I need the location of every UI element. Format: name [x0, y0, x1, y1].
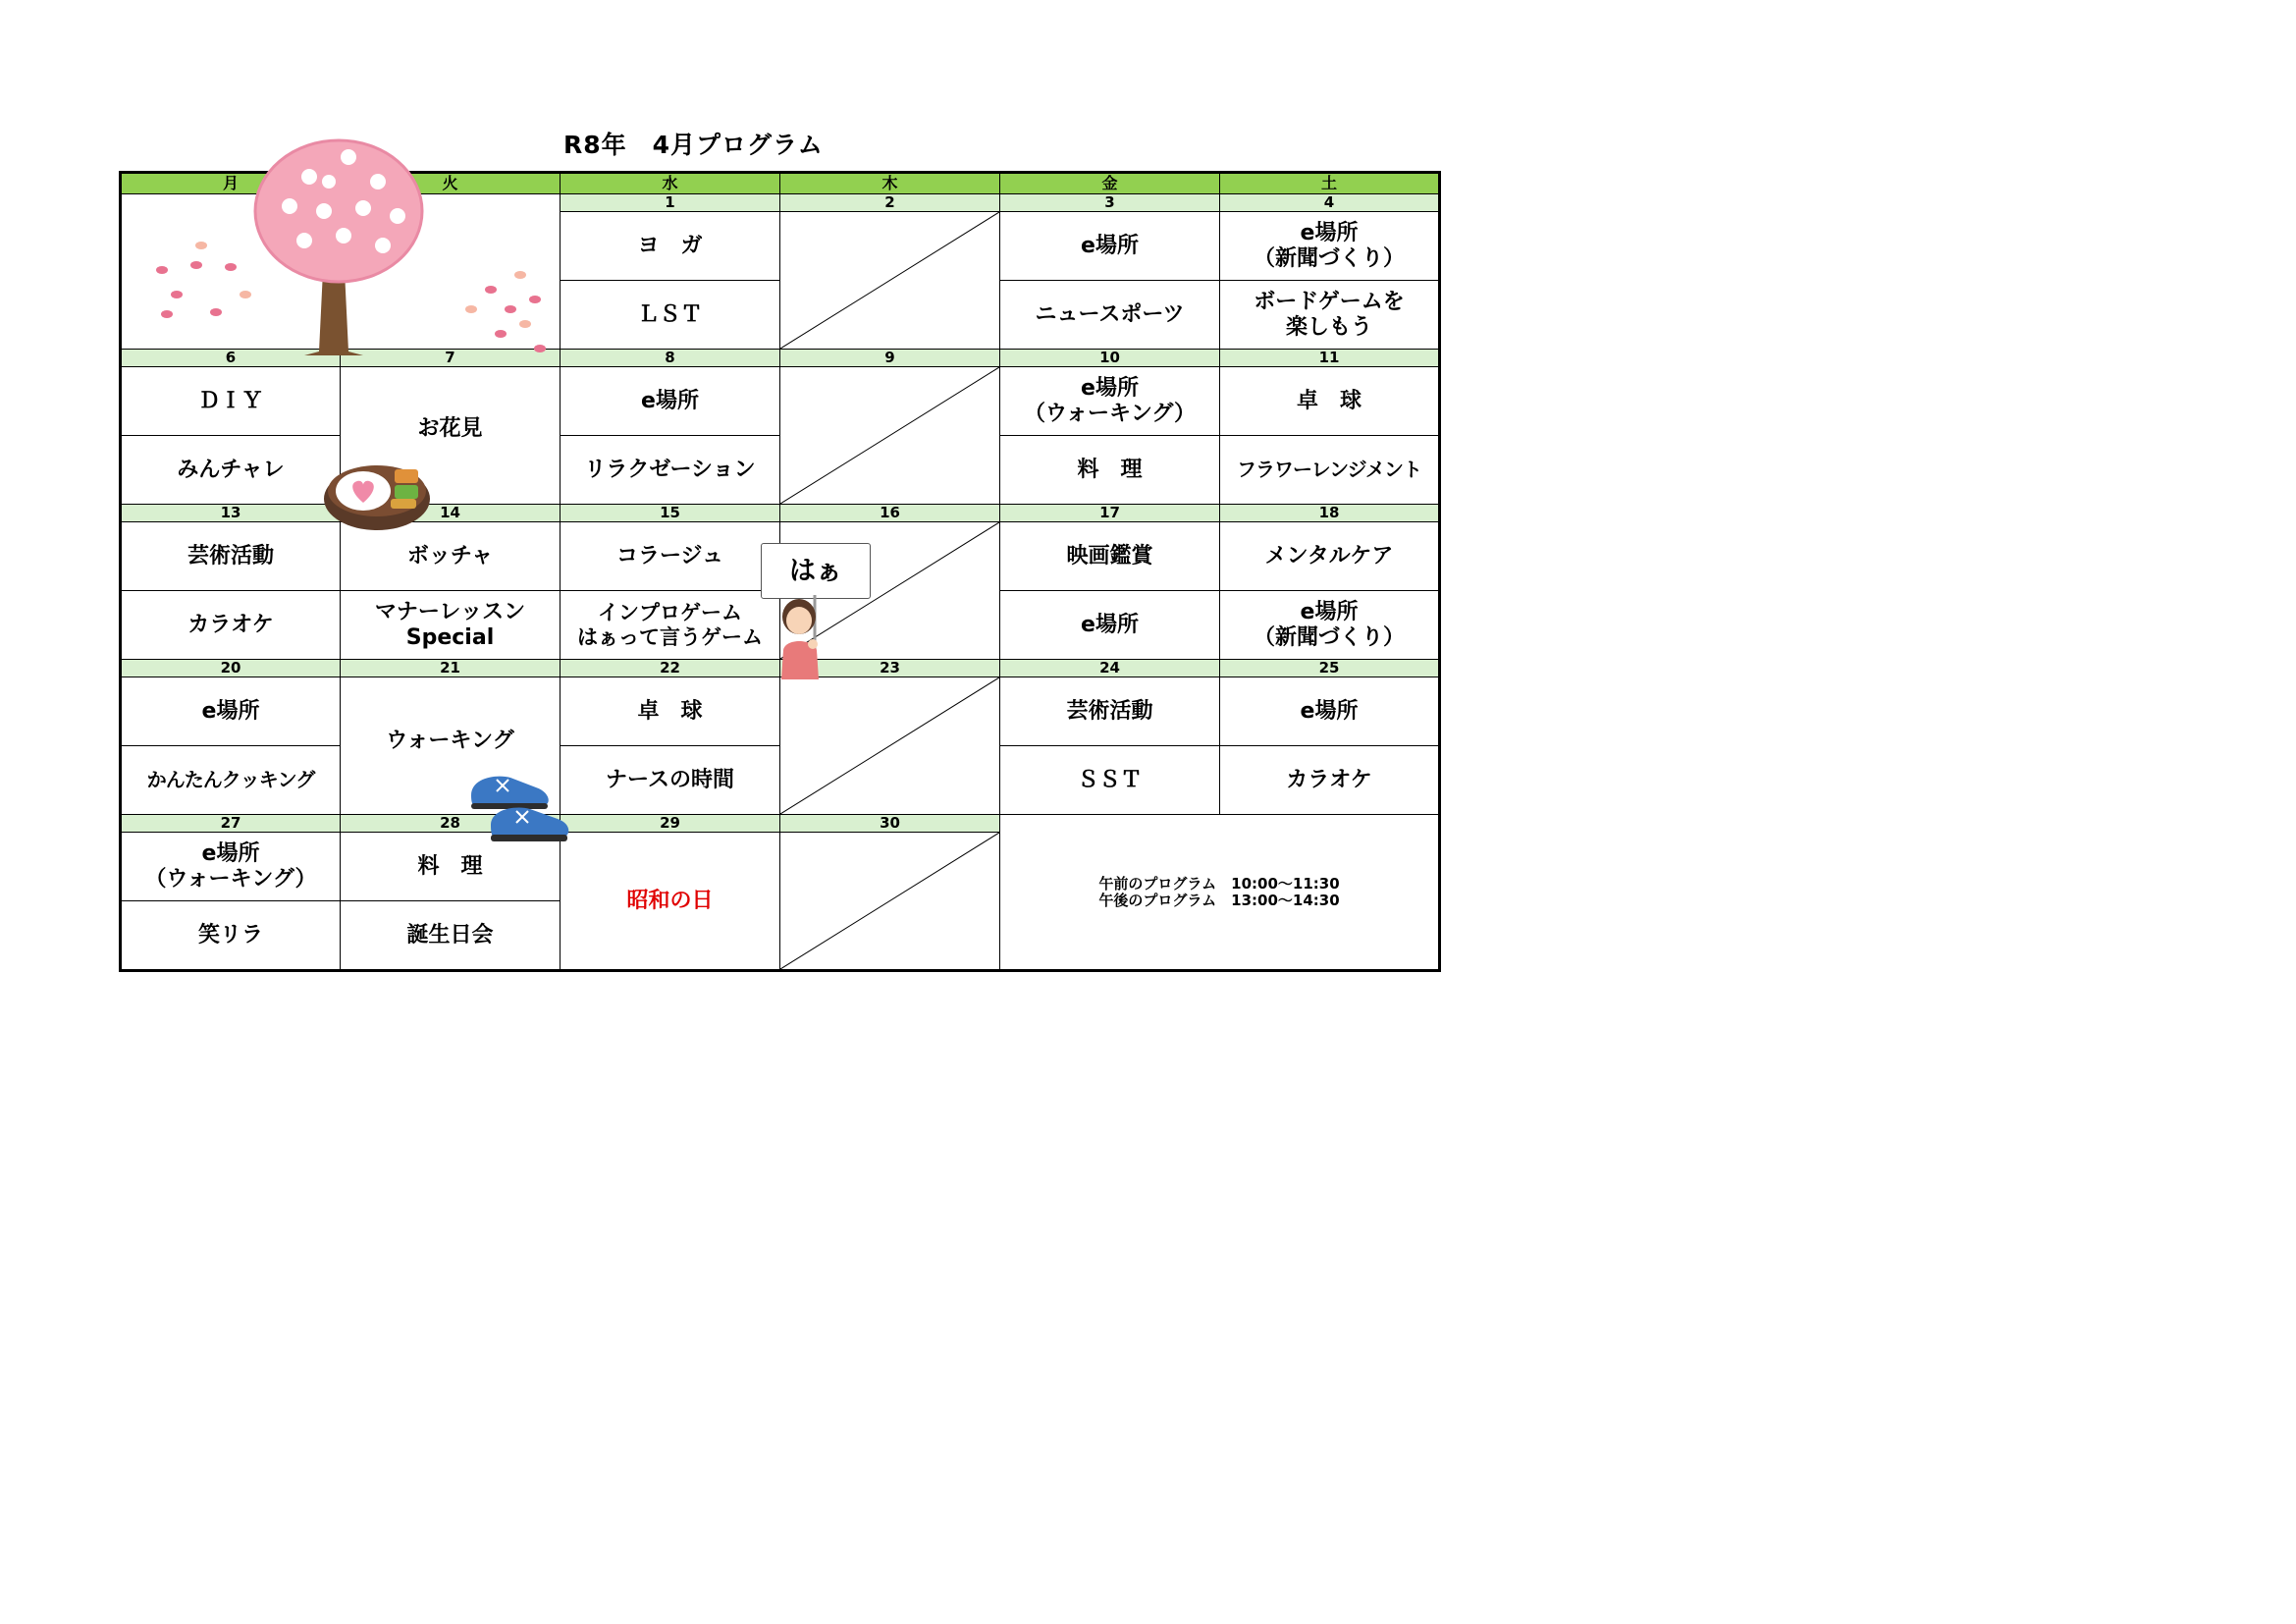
activity-cell: 笑リラ [121, 901, 341, 971]
activity-cell: e場所 （ウォーキング） [1000, 367, 1220, 436]
page-title: R8年 4月プログラム [563, 131, 824, 159]
activity-cell: ＬＳＴ [561, 281, 780, 350]
cherry-blossom-tree-illustration [147, 137, 560, 358]
activity-cell: リラクゼーション [561, 436, 780, 505]
activity-cell: 料 理 [1000, 436, 1220, 505]
closed-day-cell [780, 833, 1000, 971]
date-3: 3 [1000, 194, 1220, 212]
activity-cell: インプロゲーム はぁって言うゲーム [561, 591, 780, 660]
date-17: 17 [1000, 505, 1220, 522]
sneakers-illustration [467, 768, 573, 846]
activity-cell: カラオケ [121, 591, 341, 660]
activity-cell: ニュースポーツ [1000, 281, 1220, 350]
date-11: 11 [1220, 350, 1440, 367]
date-14: 14 [341, 505, 561, 522]
week3-date-row [121, 505, 1440, 522]
date-13: 13 [121, 505, 341, 522]
activity-cell: マナーレッスン Special [341, 591, 561, 660]
activity-cell: かんたんクッキング [121, 746, 341, 815]
activity-cell: メンタルケア [1220, 522, 1440, 591]
date-22: 22 [561, 660, 780, 677]
activity-cell: e場所 [1000, 212, 1220, 281]
closed-day-cell [780, 677, 1000, 815]
bento-box-illustration [322, 452, 432, 532]
activity-cell: e場所 （ウォーキング） [121, 833, 341, 901]
activity-cell: e場所 （新聞づくり） [1220, 591, 1440, 660]
date-2: 2 [780, 194, 1000, 212]
woman-with-sign-illustration [774, 595, 832, 679]
activity-cell: e場所 [1000, 591, 1220, 660]
activity-cell: 誕生日会 [341, 901, 561, 971]
activity-cell: ウォーキング [341, 677, 561, 815]
activity-cell: 卓 球 [1220, 367, 1440, 436]
date-8: 8 [561, 350, 780, 367]
activity-cell: e場所 [121, 677, 341, 746]
date-7: 7 [341, 350, 561, 367]
date-16: 16 [780, 505, 1000, 522]
activity-cell: e場所 （新聞づくり） [1220, 212, 1440, 281]
date-28: 28 [341, 815, 561, 833]
date-30: 30 [780, 815, 1000, 833]
date-4: 4 [1220, 194, 1440, 212]
weekday-tue: 火 [341, 173, 561, 194]
activity-cell: e場所 [561, 367, 780, 436]
closed-day-cell [780, 367, 1000, 505]
date-29: 29 [561, 815, 780, 833]
program-hours-note: 午前のプログラム 10:00～11:30 午後のプログラム 13:00～14:30 [1000, 815, 1440, 971]
activity-cell: 卓 球 [561, 677, 780, 746]
holiday-cell: 昭和の日 [561, 833, 780, 971]
activity-cell: 料 理 [341, 833, 561, 901]
weekday-thu: 木 [780, 173, 1000, 194]
activity-cell: コラージュ [561, 522, 780, 591]
weekday-mon: 月 [121, 173, 341, 194]
activity-cell: 芸術活動 [1000, 677, 1220, 746]
date-10: 10 [1000, 350, 1220, 367]
activity-cell: ヨ ガ [561, 212, 780, 281]
date-1: 1 [561, 194, 780, 212]
closed-day-cell [780, 212, 1000, 350]
date-23: 23 [780, 660, 1000, 677]
activity-cell: ナースの時間 [561, 746, 780, 815]
activity-cell: e場所 [1220, 677, 1440, 746]
week5-date-row [121, 815, 1440, 833]
speech-sign: はぁ [761, 543, 871, 599]
date-21: 21 [341, 660, 561, 677]
date-25: 25 [1220, 660, 1440, 677]
activity-cell: ボードゲームを 楽しもう [1220, 281, 1440, 350]
activity-cell: フラワーレンジメント [1220, 436, 1440, 505]
date-6: 6 [121, 350, 341, 367]
activity-cell: ボッチャ [341, 522, 561, 591]
activity-cell: お花見 [341, 367, 561, 505]
activity-cell: 映画鑑賞 [1000, 522, 1220, 591]
weekday-wed: 水 [561, 173, 780, 194]
activity-cell: みんチャレ [121, 436, 341, 505]
date-18: 18 [1220, 505, 1440, 522]
activity-cell: ＳＳＴ [1000, 746, 1220, 815]
date-9: 9 [780, 350, 1000, 367]
activity-cell: カラオケ [1220, 746, 1440, 815]
activity-cell: ＤＩＹ [121, 367, 341, 436]
date-24: 24 [1000, 660, 1220, 677]
date-15: 15 [561, 505, 780, 522]
activity-cell: 芸術活動 [121, 522, 341, 591]
weekday-fri: 金 [1000, 173, 1220, 194]
date-27: 27 [121, 815, 341, 833]
weekday-sat: 土 [1220, 173, 1440, 194]
date-20: 20 [121, 660, 341, 677]
